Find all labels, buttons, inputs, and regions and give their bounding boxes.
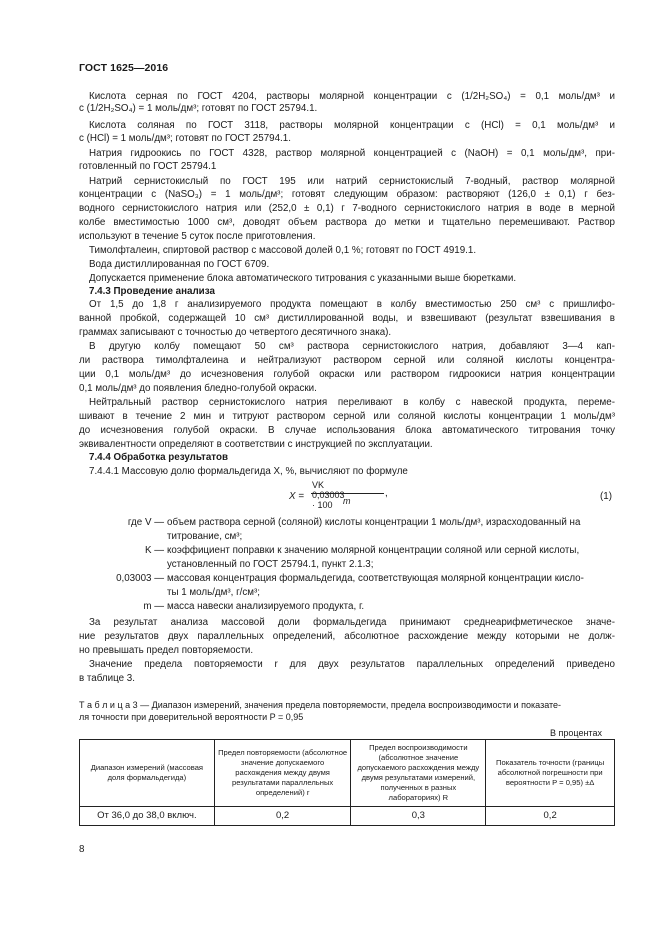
paragraph-line: 0,1 моль/дм³ до появления бледно-голубой окраски. — [79, 383, 317, 394]
table-row — [80, 807, 615, 826]
reagent-line: Вода дистиллированная по ГОСТ 6709. — [89, 259, 270, 270]
page-number: 8 — [79, 844, 85, 855]
paragraph-line: эквивалентности определяют в соответствии с инструкцией по эксплуатации. — [79, 439, 433, 450]
reagent-line: водного сернистокислого натрия или (252,0 ± 0,1) г 7-водного сернистокислого натрия в воде в мерной — [79, 203, 615, 214]
page-header: ГОСТ 1625—2016 — [79, 62, 169, 74]
where-label: 0,03003 — — [116, 573, 164, 584]
paragraph-line: ции 0,1 моль/дм³ до исчезновения голубой окраски или раствором гидроокиси натрия концентрации — [79, 369, 615, 380]
table-header-row — [80, 740, 615, 807]
table-3 — [79, 739, 615, 826]
table-header-cell: Диапазон измерений (массовая доля формальдегида) — [80, 740, 215, 807]
reagent-line: готовленный по ГОСТ 25794.1 — [79, 161, 217, 172]
where-label: K — — [144, 545, 164, 556]
paragraph-line: граммах записывают с точностью до четвертого десятичного знака). — [79, 327, 392, 338]
paragraph-line: шивают в течение 2 мин и титруют раствором серной или соляной кислоты концентрации 1 моль/дм³ — [79, 411, 615, 422]
paragraph-line: За результат анализа массовой доли формальдегида принимают среднеарифметическое значе- — [89, 617, 615, 628]
formula-intro: 7.4.4.1 Массовую долю формальдегида X, %, вычисляют по формуле — [89, 466, 408, 477]
reagent-line: c (HCl) = 1 моль/дм³; готовят по ГОСТ 25794.1. — [79, 133, 291, 144]
reagent-line: Натрия гидроокись по ГОСТ 4328, раствор молярной концентрацией c (NaOH) = 0,1 моль/дм³, при- — [89, 148, 615, 159]
table-cell: 0,2 — [486, 807, 615, 826]
reagent-line: Натрий сернистокислый по ГОСТ 195 или натрий сернистокислый 7-водный, раствор молярной — [89, 176, 615, 187]
where-text: масса навески анализируемого продукта, г. — [167, 601, 365, 612]
paragraph-line: до исчезновения голубой окраски. В случае использования блока автоматического титрования точку — [79, 425, 615, 436]
fraction-bar — [311, 493, 384, 494]
paragraph-line: В другую колбу помещают 50 см³ раствора сернистокислого натрия, добавляют 3—4 кап- — [89, 341, 615, 352]
paragraph-line: ли раствора тимолфталеина и нейтрализуют раствором серной или соляной кислоты концентра- — [79, 355, 615, 366]
reagent-line: колбе вместимостью 1000 см³, доводят объем раствора до метки и тщательно перемешивают. Раствор — [79, 217, 615, 228]
paragraph-line: в таблице 3. — [79, 673, 135, 684]
reagent-line: концентрации c (NaSO₃) = 1 моль/дм³; готовят следующим образом: растворяют (126,0 ± 0,1) г без- — [79, 189, 615, 200]
where-text: ты 1 моль/дм³, г/см³; — [167, 587, 261, 598]
paragraph-line: но превышать предел повторяемости. — [79, 645, 254, 656]
formula-tail: , — [385, 488, 388, 499]
table-units: В процентах — [550, 728, 602, 738]
reagent-line: c (1/2H₂SO₄) = 1 моль/дм³; готовят по ГОСТ 25794.1. — [79, 103, 318, 114]
reagent-line: используют в течение 5 суток после приготовления. — [79, 231, 316, 242]
paragraph-line: ванной пробкой, содержащей 10 см³ дистиллированной воды, и взвешивают (результат взвешивания в — [79, 313, 615, 324]
section-heading-7-4-3: 7.4.3 Проведение анализа — [89, 286, 215, 297]
table-header-cell: Предел повторяемости (абсолютное значение допускаемого расхождения между двумя результатами параллельных определений) r — [214, 740, 351, 807]
table-caption: Т а б л и ц а 3 — Диапазон измерений, значения предела повторяемости, предела воспроизводимости и показате- — [79, 700, 562, 710]
reagent-line: Кислота соляная по ГОСТ 3118, растворы молярной концентрации c (HCl) = 0,1 моль/дм³ и — [89, 120, 615, 131]
where-label: где V — — [127, 517, 164, 528]
section-heading-7-4-4: 7.4.4 Обработка результатов — [89, 452, 228, 463]
paragraph-line: От 1,5 до 1,8 г анализируемого продукта помещают в колбу вместимостью 250 см³ с пришлифо- — [89, 299, 615, 310]
where-label: m — — [143, 601, 164, 612]
formula-denominator: m — [343, 496, 351, 506]
reagent-line: Кислота серная по ГОСТ 4204, растворы молярной концентрации c (1/2H₂SO₄) = 0,1 моль/дм³ и — [89, 91, 615, 102]
where-text: установленный по ГОСТ 25794.1, пункт 2.1.3; — [167, 559, 374, 570]
paragraph-line: Нейтральный раствор сернистокислого натрия переливают в колбу с навеской продукта, переме- — [89, 397, 615, 408]
table-cell: 0,2 — [214, 807, 351, 826]
table-cell: От 36,0 до 38,0 включ. — [80, 807, 215, 826]
formula-lhs: X = — [289, 491, 304, 502]
table-header-cell: Показатель точности (границы абсолютной погрешности при вероятности P = 0,95) ±Δ — [486, 740, 615, 807]
paragraph-line: ние результатов двух параллельных определений, абсолютное расхождение между которыми не долж- — [79, 631, 615, 642]
formula-number: (1) — [600, 491, 612, 502]
paragraph-line: Значение предела повторяемости r для двух результатов параллельных определений приведено — [89, 659, 615, 670]
reagent-line: Тимолфталеин, спиртовой раствор с массовой долей 0,1 %; готовят по ГОСТ 4919.1. — [89, 245, 477, 256]
where-text: титрование, см³; — [167, 531, 243, 542]
table-cell: 0,3 — [351, 807, 486, 826]
where-text: объем раствора серной (соляной) кислоты концентрации 1 моль/дм³, израсходованный на — [167, 517, 581, 528]
table-header-cell: Предел воспроизводимости (абсолютное значение допускаемого расхождения между двумя результатами измерений, полученных в разных лабораториях) R — [351, 740, 486, 807]
formula-numerator: VK 0,03003 · 100 — [312, 480, 345, 510]
table-caption: ля точности при доверительной вероятности P = 0,95 — [79, 712, 304, 722]
where-text: массовая концентрация формальдегида, соответствующая молярной концентрации кисло- — [167, 573, 584, 584]
reagent-line: Допускается применение блока автоматического титрования с указанными выше бюретками. — [89, 273, 517, 284]
where-text: коэффициент поправки к значению молярной концентрации соляной или серной кислоты, — [167, 545, 580, 556]
